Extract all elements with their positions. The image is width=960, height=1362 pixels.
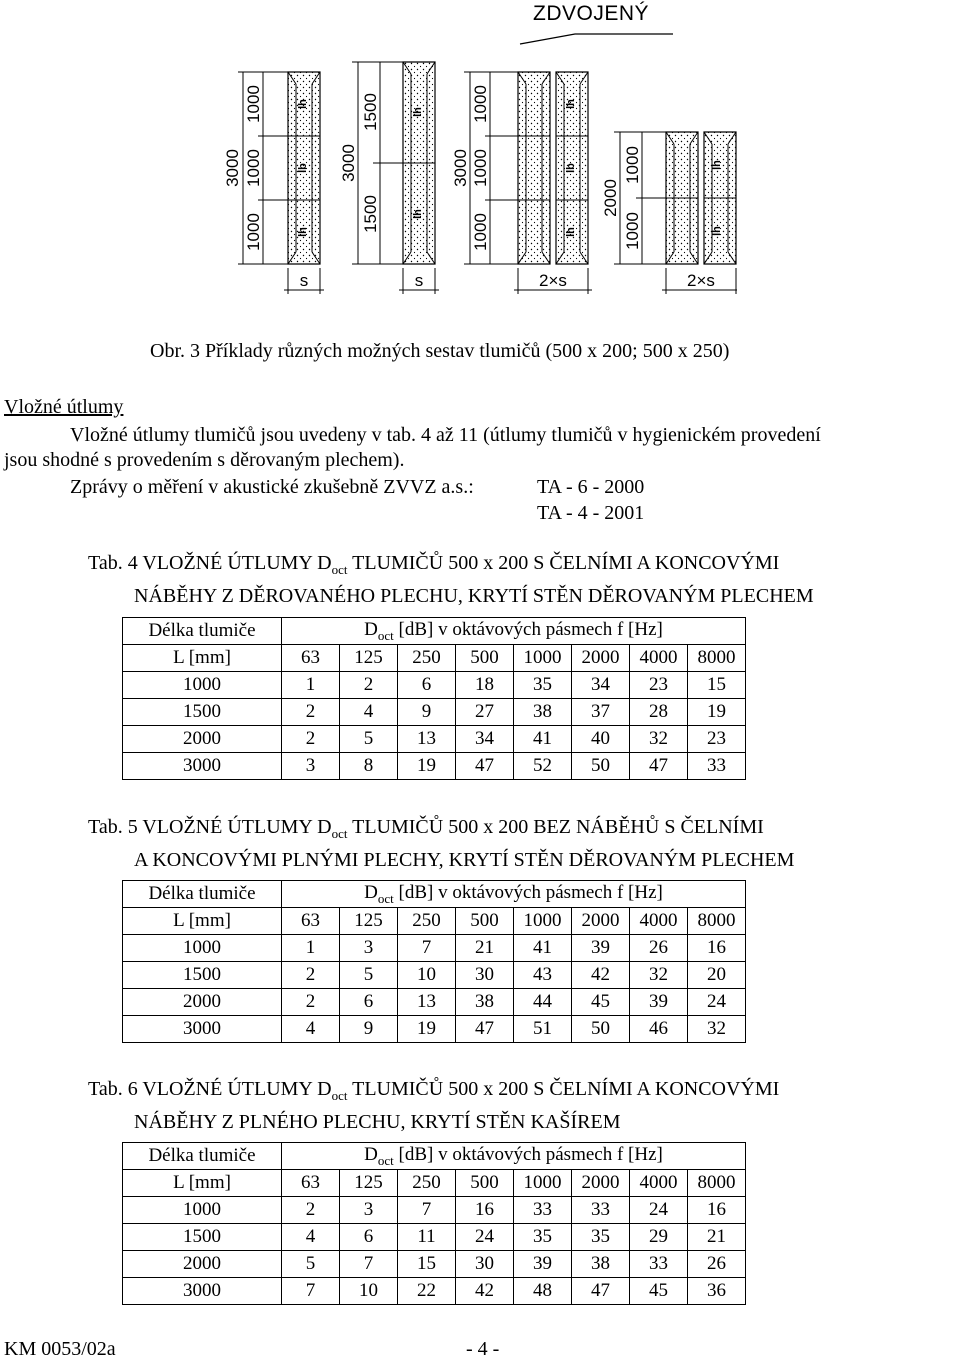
value-cell: 34 [456,726,514,753]
value-cell: 5 [282,1251,340,1278]
value-cell: 2 [340,672,398,699]
value-cell: 52 [514,753,572,780]
d3-label-2: lb [565,163,577,173]
title-part-b: TLUMIČŮ 500 x 200 S ČELNÍMI A KONCOVÝMI [347,1078,780,1100]
freq-header: 8000 [688,908,746,935]
group-header-sub: oct [377,1152,394,1168]
value-cell: 34 [572,672,630,699]
value-cell: 26 [688,1251,746,1278]
d3-label-3: lh [565,227,577,237]
value-cell: 29 [630,1224,688,1251]
value-cell: 39 [630,989,688,1016]
caption-line-1 [88,814,794,847]
band-group-header [282,881,746,908]
value-cell: 19 [398,753,456,780]
value-cell: 16 [688,1197,746,1224]
freq-header: 250 [398,645,456,672]
d1-dim-a: 1000 [244,85,263,123]
table-row [123,1016,746,1043]
value-cell: 23 [630,672,688,699]
freq-header: 2000 [572,645,630,672]
freq-header: 1000 [514,645,572,672]
header-row-1 [123,618,746,645]
d3-dim-c: 1000 [471,213,490,251]
value-cell: 3 [340,1197,398,1224]
value-cell: 42 [572,962,630,989]
d4-dim-b: 1000 [623,212,642,250]
table-row [123,726,746,753]
value-cell: 15 [688,672,746,699]
value-cell: 36 [688,1278,746,1305]
group-header-a: D [364,881,378,903]
title-part-a: VLOŽNÉ ÚTLUMY D [142,552,332,574]
length-header: Délka tlumiče [123,881,282,908]
value-cell: 5 [340,962,398,989]
freq-header: 250 [398,1170,456,1197]
value-cell: 45 [572,989,630,1016]
value-cell: 32 [630,726,688,753]
band-group-header [282,1143,746,1170]
value-cell: 51 [514,1016,572,1043]
length-cell: 1500 [123,699,282,726]
value-cell: 1 [282,935,340,962]
length-unit-header: L [mm] [123,1170,282,1197]
title-part-b: TLUMIČŮ 500 x 200 S ČELNÍMI A KONCOVÝMI [347,552,780,574]
value-cell: 41 [514,935,572,962]
value-cell: 48 [514,1278,572,1305]
header-row-1 [123,1143,746,1170]
value-cell: 4 [282,1224,340,1251]
value-cell: 46 [630,1016,688,1043]
value-cell: 38 [456,989,514,1016]
value-cell: 1 [282,672,340,699]
d1-label-3: lh [297,227,309,237]
value-cell: 38 [514,699,572,726]
paragraph-line-1: Vložné útlumy tlumičů jsou uvedeny v tab. 4 až 11 (útlumy tlumičů v hygienickém provedení [70,424,821,446]
table-4-caption [88,550,814,610]
length-cell: 3000 [123,753,282,780]
table-6-caption [88,1076,779,1136]
value-cell: 27 [456,699,514,726]
group-header-b: [dB] v oktávových pásmech f [Hz] [393,881,663,903]
header-row-2 [123,645,746,672]
report-number-1: TA - 6 - 2000 [537,476,645,498]
length-cell: 1000 [123,1197,282,1224]
value-cell: 2 [282,699,340,726]
header-row-2 [123,1170,746,1197]
d3-width-dim: 2×s [539,271,567,290]
d4-total-dim: 2000 [601,179,620,217]
caption-line-2: NÁBĚHY Z DĚROVANÉHO PLECHU, KRYTÍ STĚN DĚROVANÝM PLECHEM [134,585,814,607]
diagram-3 [451,72,592,294]
freq-header: 4000 [630,908,688,935]
value-cell: 16 [688,935,746,962]
d3-dim-a: 1000 [471,85,490,123]
diagram-4 [601,132,737,294]
group-header-sub: oct [377,890,394,906]
freq-header: 63 [282,908,340,935]
value-cell: 3 [282,753,340,780]
value-cell: 47 [456,1016,514,1043]
value-cell: 13 [398,726,456,753]
value-cell: 47 [630,753,688,780]
length-unit-header: L [mm] [123,908,282,935]
value-cell: 18 [456,672,514,699]
freq-header: 63 [282,1170,340,1197]
freq-header: 2000 [572,1170,630,1197]
caption-line-2: NÁBĚHY Z PLNÉHO PLECHU, KRYTÍ STĚN KAŠÍREM [134,1111,621,1133]
freq-header: 125 [340,645,398,672]
length-unit-header: L [mm] [123,645,282,672]
value-cell: 30 [456,962,514,989]
d2-width-dim: s [414,271,424,290]
d4-dim-a: 1000 [623,146,642,184]
table-row [123,1251,746,1278]
freq-header: 500 [456,645,514,672]
table-row [123,935,746,962]
document-code: KM 0053/02a [4,1338,116,1360]
value-cell: 50 [572,1016,630,1043]
table-number: Tab. 5 [88,816,138,838]
page-number: - 4 - [466,1338,500,1360]
diagram-1 [223,72,324,294]
value-cell: 35 [514,672,572,699]
d1-label-2: lb [297,163,309,173]
value-cell: 33 [514,1197,572,1224]
value-cell: 33 [688,753,746,780]
paragraph-line-2: jsou shodné s provedením s děrovaným plechem). [4,449,405,471]
length-cell: 2000 [123,989,282,1016]
value-cell: 2 [282,989,340,1016]
value-cell: 5 [340,726,398,753]
value-cell: 28 [630,699,688,726]
freq-header: 1000 [514,908,572,935]
title-part-a: VLOŽNÉ ÚTLUMY D [142,1078,332,1100]
table-row [123,753,746,780]
d2-dim-b: 1500 [361,195,380,233]
value-cell: 47 [572,1278,630,1305]
value-cell: 9 [340,1016,398,1043]
title-subscript: oct [331,826,348,841]
freq-header: 4000 [630,645,688,672]
group-header-b: [dB] v oktávových pásmech f [Hz] [393,1143,663,1165]
header-row-1 [123,881,746,908]
value-cell: 4 [282,1016,340,1043]
table-row [123,1197,746,1224]
value-cell: 42 [456,1278,514,1305]
title-part-b: TLUMIČŮ 500 x 200 BEZ NÁBĚHŮ S ČELNÍMI [347,816,764,838]
value-cell: 3 [340,935,398,962]
intro-paragraph [4,423,960,473]
d1-label-1: lh [297,99,309,109]
value-cell: 24 [688,989,746,1016]
freq-header: 500 [456,908,514,935]
silencer-arrangement-figure [218,32,738,302]
d1-dim-c: 1000 [244,213,263,251]
group-header-sub: oct [377,627,394,643]
length-header: Délka tlumiče [123,618,282,645]
attenuation-table-6 [122,1142,746,1305]
length-cell: 1500 [123,962,282,989]
value-cell: 26 [630,935,688,962]
value-cell: 7 [398,1197,456,1224]
length-cell: 1000 [123,672,282,699]
caption-line-1 [88,1076,779,1109]
value-cell: 4 [340,699,398,726]
value-cell: 32 [688,1016,746,1043]
report-number-2: TA - 4 - 2001 [537,502,645,524]
value-cell: 13 [398,989,456,1016]
caption-line-2: A KONCOVÝMI PLNÝMI PLECHY, KRYTÍ STĚN DĚROVANÝM PLECHEM [134,849,795,871]
value-cell: 15 [398,1251,456,1278]
length-cell: 1500 [123,1224,282,1251]
value-cell: 45 [630,1278,688,1305]
value-cell: 39 [572,935,630,962]
freq-header: 8000 [688,645,746,672]
group-header-a: D [364,618,378,640]
value-cell: 40 [572,726,630,753]
table-number: Tab. 4 [88,552,138,574]
d2-dim-a: 1500 [361,93,380,131]
freq-header: 125 [340,1170,398,1197]
title-part-a: VLOŽNÉ ÚTLUMY D [142,816,332,838]
length-cell: 3000 [123,1278,282,1305]
diagram-2 [339,62,439,294]
d3-label-1: lh [565,99,577,109]
table-row [123,989,746,1016]
value-cell: 35 [514,1224,572,1251]
freq-header: 2000 [572,908,630,935]
d4-label-1: lh [711,160,723,170]
band-group-header [282,618,746,645]
value-cell: 21 [456,935,514,962]
value-cell: 32 [630,962,688,989]
value-cell: 11 [398,1224,456,1251]
attenuation-table-5 [122,880,746,1043]
zdvojeny-label: ZDVOJENÝ [533,2,650,25]
value-cell: 24 [630,1197,688,1224]
d1-total-dim: 3000 [223,149,242,187]
length-cell: 3000 [123,1016,282,1043]
value-cell: 38 [572,1251,630,1278]
d2-label-2: lh [412,209,424,219]
reports-label: Zprávy o měření v akustické zkušebně ZVVZ a.s.: [70,476,474,498]
value-cell: 19 [688,699,746,726]
table-row [123,1224,746,1251]
value-cell: 6 [340,989,398,1016]
value-cell: 33 [630,1251,688,1278]
value-cell: 2 [282,1197,340,1224]
value-cell: 24 [456,1224,514,1251]
value-cell: 43 [514,962,572,989]
value-cell: 16 [456,1197,514,1224]
section-title: Vložné útlumy [4,396,124,418]
table-row [123,699,746,726]
freq-header: 8000 [688,1170,746,1197]
length-header: Délka tlumiče [123,1143,282,1170]
freq-header: 63 [282,645,340,672]
title-subscript: oct [331,562,348,577]
value-cell: 50 [572,753,630,780]
value-cell: 37 [572,699,630,726]
freq-header: 1000 [514,1170,572,1197]
length-cell: 2000 [123,1251,282,1278]
value-cell: 21 [688,1224,746,1251]
d2-total-dim: 3000 [339,144,358,182]
value-cell: 44 [514,989,572,1016]
value-cell: 10 [340,1278,398,1305]
value-cell: 10 [398,962,456,989]
d1-dim-b: 1000 [244,149,263,187]
table-row [123,962,746,989]
value-cell: 19 [398,1016,456,1043]
d4-label-2: lh [711,226,723,236]
group-header-b: [dB] v oktávových pásmech f [Hz] [393,618,663,640]
d3-dim-b: 1000 [471,149,490,187]
table-number: Tab. 6 [88,1078,138,1100]
figure-caption: Obr. 3 Příklady různých možných sestav tlumičů (500 x 200; 500 x 250) [150,340,730,362]
freq-header: 500 [456,1170,514,1197]
value-cell: 6 [340,1224,398,1251]
value-cell: 6 [398,672,456,699]
value-cell: 22 [398,1278,456,1305]
freq-header: 4000 [630,1170,688,1197]
value-cell: 2 [282,726,340,753]
value-cell: 7 [340,1251,398,1278]
value-cell: 20 [688,962,746,989]
value-cell: 2 [282,962,340,989]
d2-label-1: lh [412,107,424,117]
value-cell: 7 [282,1278,340,1305]
header-row-2 [123,908,746,935]
length-cell: 2000 [123,726,282,753]
caption-line-1 [88,550,814,583]
table-row [123,672,746,699]
freq-header: 125 [340,908,398,935]
table-row [123,1278,746,1305]
title-subscript: oct [331,1088,348,1103]
attenuation-table-4 [122,617,746,780]
table-5-caption [88,814,794,874]
value-cell: 30 [456,1251,514,1278]
value-cell: 39 [514,1251,572,1278]
value-cell: 41 [514,726,572,753]
value-cell: 23 [688,726,746,753]
freq-header: 250 [398,908,456,935]
value-cell: 9 [398,699,456,726]
value-cell: 33 [572,1197,630,1224]
length-cell: 1000 [123,935,282,962]
value-cell: 47 [456,753,514,780]
d4-width-dim: 2×s [687,271,715,290]
value-cell: 35 [572,1224,630,1251]
value-cell: 8 [340,753,398,780]
d1-width-dim: s [299,271,309,290]
value-cell: 7 [398,935,456,962]
d3-total-dim: 3000 [451,149,470,187]
group-header-a: D [364,1143,378,1165]
